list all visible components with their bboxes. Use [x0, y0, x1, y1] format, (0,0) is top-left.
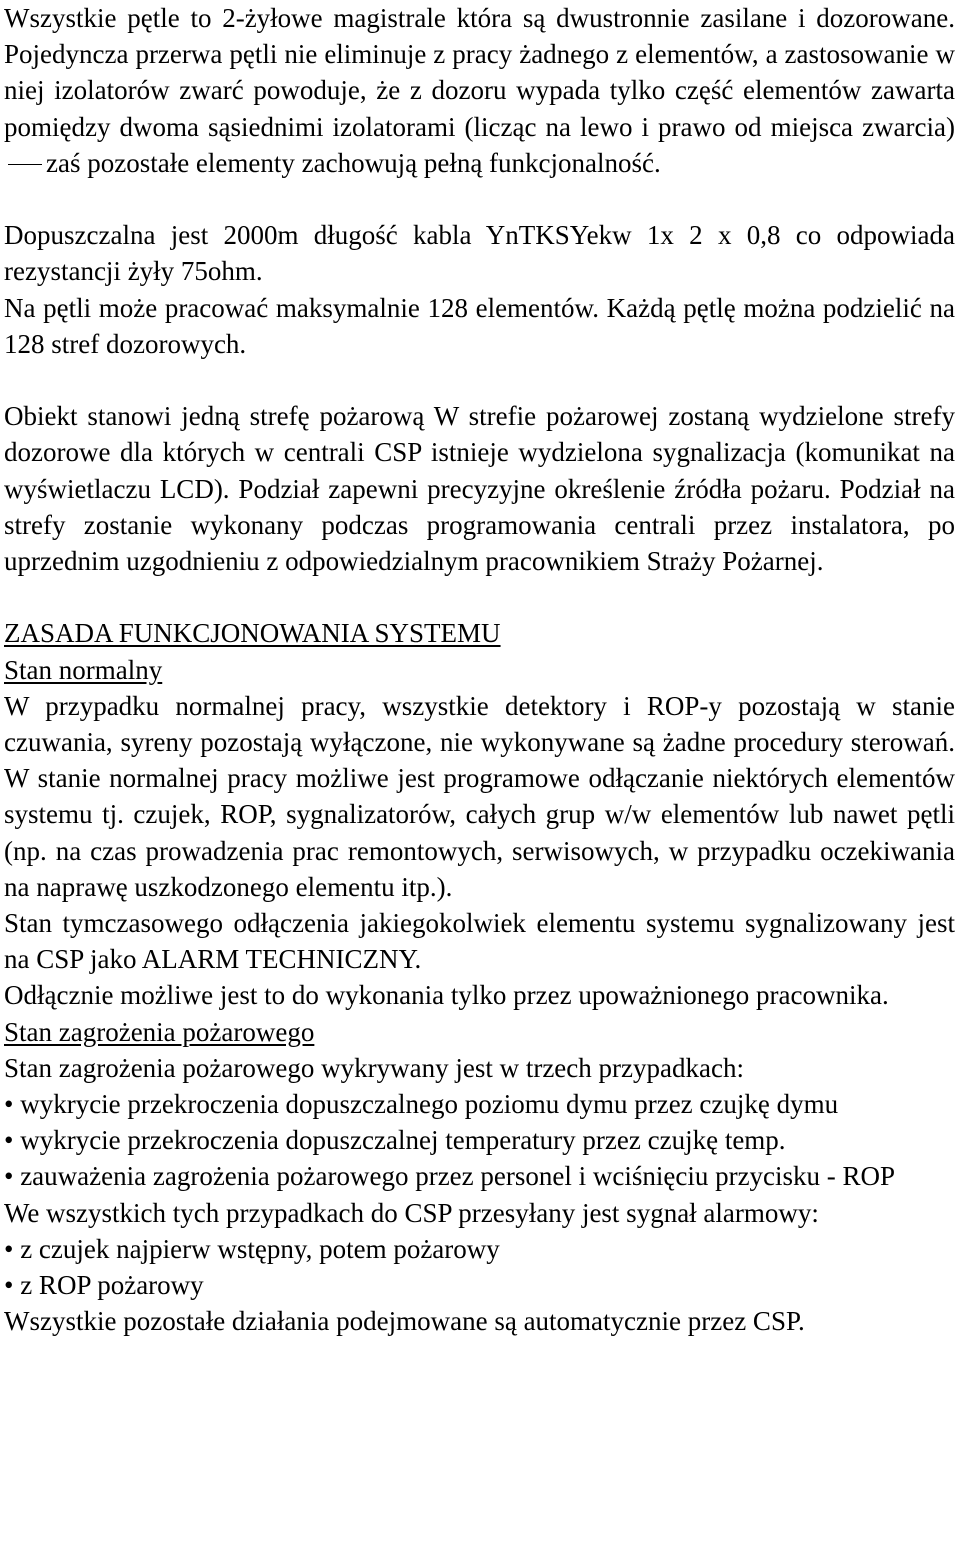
- em-dash: [8, 164, 42, 165]
- list-item: • z czujek najpierw wstępny, potem pożarowy: [4, 1233, 500, 1264]
- normal-state-heading: [4, 652, 955, 688]
- document-page: [4, 0, 955, 1339]
- alarm-signal-intro: We wszystkich tych przypadkach do CSP przesyłany jest sygnał alarmowy:: [4, 1197, 819, 1228]
- loop-description-text: Wszystkie pętle to 2-żyłowe magistrale która są dwustronnie zasilane i dozorowane. Pojedyncza przerwa pętli nie eliminuje z pracy żadnego z elementów, a zastosowanie w niej izolatorów zwarć powoduje, że z dozoru wypada tylko część elementów zawarta pomiędzy dwoma sąsiednimi izolatorami (licząc na lewo i prawo od miejsca zwarcia): [4, 3, 955, 142]
- fire-state-heading-text: Stan zagrożenia pożarowego: [4, 1016, 315, 1047]
- loop-description-text-end: zaś pozostałe elementy zachowują pełną funkcjonalność.: [46, 147, 661, 178]
- loop-capacity-paragraph: Na pętli może pracować maksymalnie 128 elementów. Każdą pętlę można podzielić na 128 stref dozorowych.: [4, 292, 955, 359]
- closing-sentence: Wszystkie pozostałe działania podejmowane są automatycznie przez CSP.: [4, 1306, 805, 1337]
- technical-alarm-paragraph: Stan tymczasowego odłączenia jakiegokolwiek elementu systemu sygnalizowany jest na CSP jako ALARM TECHNICZNY.: [4, 908, 955, 975]
- list-item: • wykrycie przekroczenia dopuszczalnej temperatury przez czujkę temp.: [4, 1125, 786, 1156]
- section-title: [4, 615, 955, 651]
- section-title-text: ZASADA FUNKCJONOWANIA SYSTEMU: [4, 618, 501, 649]
- list-item: • zauważenia zagrożenia pożarowego przez personel i wciśnięciu przycisku - ROP: [4, 1161, 896, 1192]
- loop-description-paragraph: [4, 0, 955, 181]
- spacer: [4, 181, 955, 217]
- normal-state-heading-text: Stan normalny: [4, 654, 163, 685]
- fire-state-heading: [4, 1014, 955, 1050]
- spacer: [4, 579, 955, 615]
- list-item: • z ROP pożarowy: [4, 1270, 204, 1301]
- disconnect-authorization-paragraph: Odłącznie możliwe jest to do wykonania tylko przez upoważnionego pracownika.: [4, 980, 889, 1011]
- normal-state-paragraph: W przypadku normalnej pracy, wszystkie detektory i ROP-y pozostają w stanie czuwania, syreny pozostają wyłączone, nie wykonywane są żadne procedury sterowań. W stanie normalnej pracy możliwe jest programowe odłączanie niektórych elementów systemu tj. czujek, ROP, sygnalizatorów, całych grup w/w elementów lub nawet pętli (np. na czas prowadzenia prac remontowych, serwisowych, w przypadku oczekiwania na naprawę uszkodzonego elementu itp.).: [4, 690, 955, 902]
- fire-zone-paragraph: Obiekt stanowi jedną strefę pożarową W strefie pożarowej zostaną wydzielone strefy dozorowe dla których w centrali CSP istnieje wydzielona sygnalizacja (komunikat na wyświetlaczu LCD). Podział zapewni precyzyjne określenie źródła pożaru. Podział na strefy zostanie wykonany podczas programowania centrali przez instalatora, po uprzednim uzgodnieniu z odpowiedzialnym pracownikiem Straży Pożarnej.: [4, 401, 955, 577]
- list-item: • wykrycie przekroczenia dopuszczalnego poziomu dymu przez czujkę dymu: [4, 1089, 839, 1120]
- fire-state-intro: Stan zagrożenia pożarowego wykrywany jest w trzech przypadkach:: [4, 1052, 744, 1083]
- spacer: [4, 362, 955, 398]
- cable-length-paragraph: Dopuszczalna jest 2000m długość kabla YnTKSYekw 1x 2 x 0,8 co odpowiada rezystancji żyły 75ohm.: [4, 220, 955, 287]
